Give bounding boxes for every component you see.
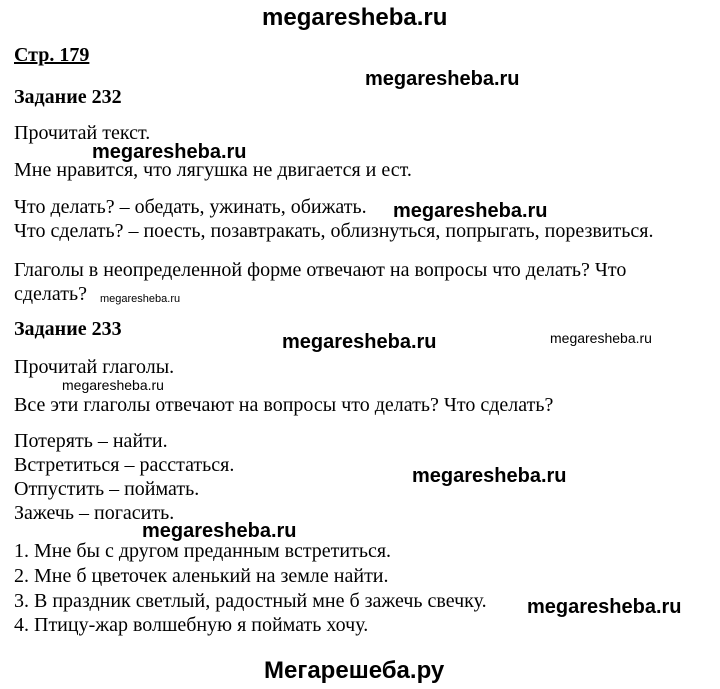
- task-232-line: Мне нравится, что лягушка не двигается и ест.: [14, 159, 412, 181]
- watermark: megaresheba.ru: [412, 465, 567, 487]
- footer-brand: Мегарешеба.ру: [264, 657, 445, 684]
- task-232-heading: Задание 232: [14, 86, 122, 108]
- task-233-line: 1. Мне бы с другом преданным встретиться.: [14, 540, 392, 562]
- task-232-line: Прочитай текст.: [14, 122, 151, 144]
- task-233-line: Зажечь – погасить.: [14, 502, 175, 524]
- task-232-line: Что делать? – обедать, ужинать, обижать.: [14, 196, 367, 218]
- task-233-line: Все эти глаголы отвечают на вопросы что делать? Что сделать?: [14, 394, 554, 416]
- task-232-line: Что сделать? – поесть, позавтракать, облизнуться, попрыгать, порезвиться.: [14, 220, 654, 242]
- task-233-line: Встретиться – расстаться.: [14, 454, 235, 476]
- site-title: megaresheba.ru: [262, 4, 448, 31]
- page-reference: Стр. 179: [14, 44, 90, 66]
- task-233-line: 2. Мне б цветочек аленький на земле найти.: [14, 565, 389, 587]
- task-232-line: Глаголы в неопределенной форме отвечают на вопросы что делать? Что: [14, 259, 627, 281]
- task-233-line: 4. Птицу-жар волшебную я поймать хочу.: [14, 614, 369, 636]
- task-233-line: Отпустить – поймать.: [14, 478, 200, 500]
- task-233-line: Прочитай глаголы.: [14, 356, 175, 378]
- watermark: megaresheba.ru: [393, 200, 548, 222]
- task-233-heading: Задание 233: [14, 318, 122, 340]
- task-233-line: 3. В праздник светлый, радостный мне б зажечь свечку.: [14, 590, 487, 612]
- watermark: megaresheba.ru: [92, 141, 247, 163]
- watermark: megaresheba.ru: [282, 331, 437, 353]
- watermark: megaresheba.ru: [527, 596, 682, 618]
- watermark: megaresheba.ru: [100, 293, 181, 305]
- watermark: megaresheba.ru: [142, 520, 297, 542]
- watermark: megaresheba.ru: [550, 330, 652, 346]
- watermark: megaresheba.ru: [365, 68, 520, 90]
- task-232-line: сделать?: [14, 283, 88, 305]
- task-233-line: Потерять – найти.: [14, 430, 168, 452]
- watermark: megaresheba.ru: [62, 377, 164, 393]
